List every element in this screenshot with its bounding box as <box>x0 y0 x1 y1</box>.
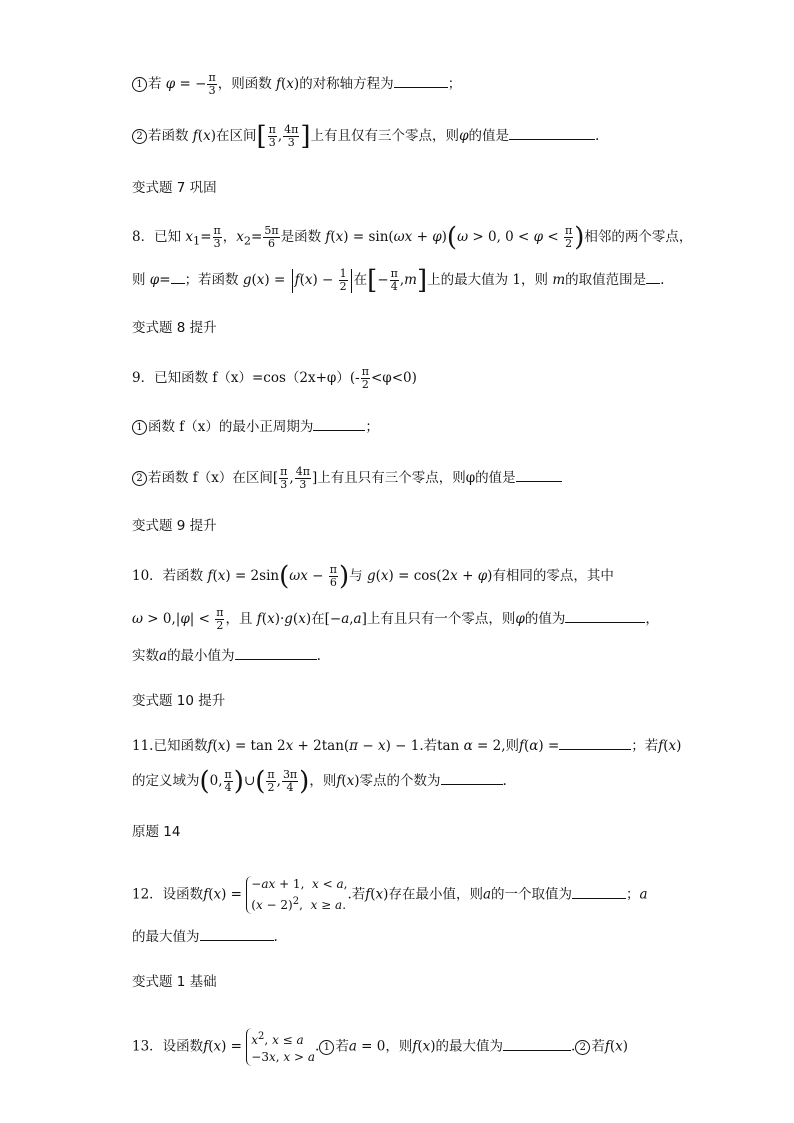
question-13: 13．设函数f(x) = $x^2$, x ≤ a −3x, x > a . 1 若a = 0，则f(x)的最大值为 . 2 若f(x) <box>132 1028 662 1066</box>
answer-blank[interactable] <box>559 735 631 750</box>
question-9-part-1: 1 函数 f（x）的最小正周期为 ； <box>132 416 662 437</box>
question-10-cont2: 实数a的最小值为 . <box>132 645 662 666</box>
question-11: 11.已知函数f(x) = tan 2x + 2tan(π − x) − 1.若tan α = 2,则f(α) = ；若f(x) <box>132 735 662 756</box>
answer-blank[interactable] <box>572 884 626 899</box>
question-10: 10．若函数 f(x) = 2sin(ωx − $\frac{\pi}{6}$ )与 g(x) = cos(2x + φ)有相同的零点，其中 <box>132 561 614 592</box>
section-heading: 变式题 1 基础 <box>132 974 217 990</box>
circled-number-1: 1 <box>132 420 147 435</box>
answer-blank[interactable] <box>516 467 562 482</box>
question-9-part-2: 2 若函数 f（x）在区间[ $\frac{\pi}{3}$ , $\frac{4\pi}{3}$ ]上有且只有三个零点，则φ的值是 <box>132 466 662 491</box>
answer-blank[interactable] <box>200 926 274 941</box>
q-part-1: 1 若 φ = − $\frac{\pi}{3}$ ，则函数 f(x)的对称轴方程为 ； <box>132 72 662 97</box>
answer-blank[interactable] <box>441 770 503 785</box>
answer-blank[interactable] <box>394 73 448 88</box>
answer-blank[interactable] <box>646 269 660 284</box>
answer-blank[interactable] <box>509 125 595 140</box>
question-12-cont: 的最大值为 . <box>132 926 662 947</box>
answer-blank[interactable] <box>313 416 365 431</box>
question-8: 8．已知 $x_1=$ $\frac{\pi}{3}$ ，$x_2=$ $\frac{5\pi}{6}$ 是函数 f(x) = sin(ωx + φ)(ω > 0, 0 < φ < $\frac{\pi}{2}$ )相邻的两个零点， <box>132 222 693 253</box>
answer-blank[interactable] <box>171 269 185 284</box>
question-11-cont: 的定义域为(0, $\frac{\pi}{4}$ )∪( $\frac{\pi}{2}$ , $\frac{3\pi}{4}$ )，则f(x)零点的个数为 . <box>132 766 507 797</box>
circled-number-2: 2 <box>132 471 147 486</box>
circled-number-1: 1 <box>132 77 147 92</box>
q-part-2: 2 若函数 f(x)在区间[ $\frac{\pi}{3}$ , $\frac{4\pi}{3}$ ]上有且仅有三个零点，则φ的值是 . <box>132 124 662 149</box>
circled-number-2: 2 <box>132 129 147 144</box>
answer-blank[interactable] <box>503 1036 571 1051</box>
answer-blank[interactable] <box>565 608 645 623</box>
question-12: 12．设函数f(x) = −ax + 1, x < a, $(x - 2)^2$, x ≥ a. .若f(x)存在最小值，则a的一个取值为 ；a <box>132 877 648 912</box>
section-heading: 原题 14 <box>132 824 181 840</box>
question-9: 9．已知函数 f（x）=cos（2x+φ）(- $\frac{\pi}{2}$ <φ<0) <box>132 365 417 391</box>
question-8-cont: 则 φ= ；若函数 g(x) = f(x) − $\frac{1}{2}$ 在[− $\frac{\pi}{4}$ ,m]上的最大值为 1，则 m的取值范围是 . <box>132 265 665 296</box>
circled-number-1: 1 <box>319 1040 334 1055</box>
circled-number-2: 2 <box>575 1040 590 1055</box>
section-heading: 变式题 7 巩固 <box>132 180 217 196</box>
answer-blank[interactable] <box>235 645 317 660</box>
section-heading: 变式题 10 提升 <box>132 693 226 709</box>
question-10-cont: ω > 0,|φ| < $\frac{\pi}{2}$ ，且 f(x)·g(x)在[−a,a]上有且只有一个零点，则φ的值为 ， <box>132 606 659 632</box>
section-heading: 变式题 9 提升 <box>132 518 217 534</box>
section-heading: 变式题 8 提升 <box>132 320 217 336</box>
